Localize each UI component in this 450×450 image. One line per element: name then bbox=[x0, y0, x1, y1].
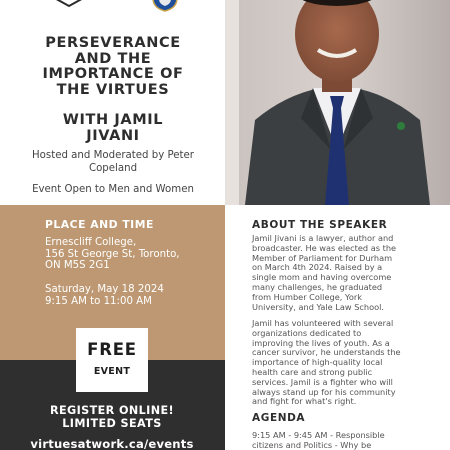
speaker-portrait-illustration bbox=[225, 0, 450, 205]
bio-line: on March 4th 2024. Raised by a bbox=[252, 262, 383, 273]
bio-line: Jamil Jivani is a lawyer, author and bbox=[252, 233, 394, 243]
bio-line: from Humber College, York bbox=[252, 291, 362, 302]
agenda-line: 9:15 AM - 9:45 AM - Responsible bbox=[252, 430, 385, 440]
free-event-badge bbox=[76, 328, 148, 392]
bio-line: and fight for what's right. bbox=[252, 396, 357, 407]
bio-line: University, and Yale Law School. bbox=[252, 301, 384, 312]
date-line: Saturday, May 18 2024 bbox=[45, 284, 164, 295]
about-speaker-heading: ABOUT THE SPEAKER bbox=[252, 219, 388, 231]
agenda-heading: AGENDA bbox=[252, 412, 306, 424]
speaker-bio-paragraph-1 bbox=[252, 234, 412, 312]
bio-line: services. Jamil is a fighter who will bbox=[252, 376, 393, 387]
title-line: PERSEVERANCE bbox=[45, 35, 181, 51]
free-label: FREE bbox=[87, 340, 137, 359]
agenda-text bbox=[252, 431, 412, 450]
speaker-bio-paragraph-2 bbox=[252, 319, 412, 407]
venue-address bbox=[45, 237, 225, 272]
bio-line: Member of Parliament for Durham bbox=[252, 252, 393, 263]
speaker-photo bbox=[225, 0, 450, 205]
address-line: Ernescliff College, bbox=[45, 237, 137, 248]
time-line: 9:15 AM to 11:00 AM bbox=[45, 296, 152, 307]
bio-line: organizations dedicated to bbox=[252, 327, 362, 338]
registration-link[interactable]: virtuesatwork.ca/events bbox=[30, 437, 194, 450]
host-line: Copeland bbox=[88, 162, 138, 174]
address-line: 156 St George St, Toronto, bbox=[45, 248, 180, 260]
bio-line: broadcaster. He was elected as the bbox=[252, 242, 397, 253]
event-label: EVENT bbox=[93, 366, 131, 377]
bio-line: always stand up for his community bbox=[252, 386, 396, 397]
bio-line: importance of high-quality local bbox=[252, 357, 383, 368]
register-callout bbox=[12, 405, 212, 430]
agenda-line: citizens and Politics - Why be bbox=[252, 439, 372, 450]
address-line: ON M5S 2G1 bbox=[45, 260, 110, 271]
event-date-time bbox=[45, 284, 225, 308]
crest-logo bbox=[150, 0, 180, 12]
audience-note: Event Open to Men and Women bbox=[32, 184, 194, 195]
host-line: Hosted and Moderated by Peter bbox=[32, 150, 194, 161]
host-credit bbox=[14, 150, 212, 175]
bio-line: Jamil has volunteered with several bbox=[252, 318, 394, 328]
speaker-subtitle bbox=[40, 113, 186, 144]
title-line: IMPORTANCE OF bbox=[42, 66, 184, 82]
title-line: AND THE bbox=[74, 50, 152, 67]
bio-line: many challenges, he graduated bbox=[252, 281, 383, 292]
place-time-heading: PLACE AND TIME bbox=[45, 218, 154, 231]
title-line: THE VIRTUES bbox=[56, 81, 170, 98]
bio-line: cancer survivor, he understands the bbox=[252, 347, 401, 358]
bio-line: health care and strong public bbox=[252, 366, 373, 377]
bio-line: improving the lives of youth. As a bbox=[252, 337, 390, 348]
subtitle-line: JIVANI bbox=[86, 127, 140, 144]
bio-line: single mom and having overcome bbox=[252, 272, 392, 283]
event-title bbox=[16, 36, 210, 98]
organization-logo bbox=[38, 0, 100, 10]
subtitle-line: WITH JAMIL bbox=[62, 112, 164, 128]
register-line: REGISTER ONLINE! bbox=[49, 404, 175, 417]
seats-line: LIMITED SEATS bbox=[62, 416, 162, 430]
